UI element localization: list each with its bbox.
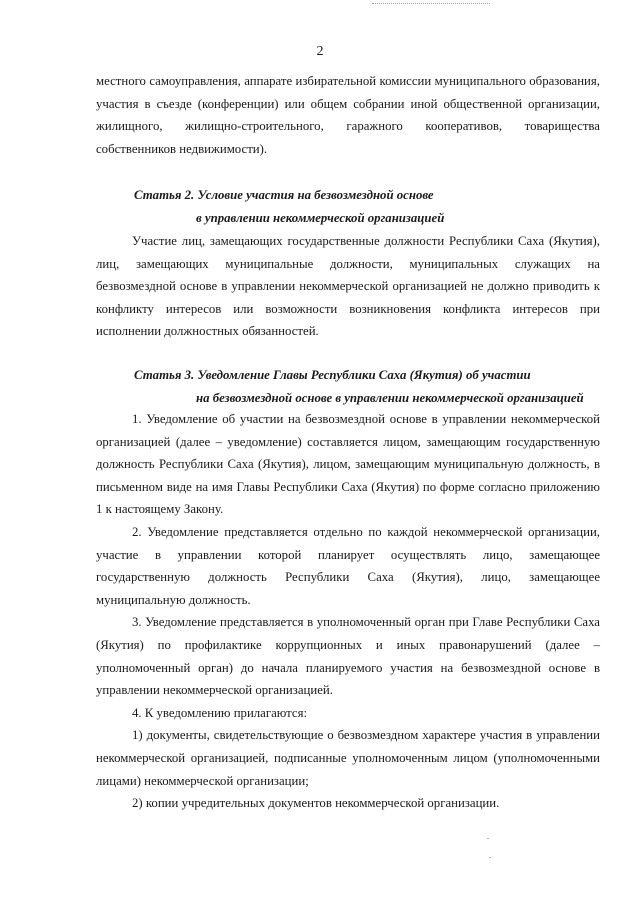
article2-heading-line2: в управлении некоммерческой организацией (196, 210, 445, 225)
scan-artifact (372, 3, 490, 6)
scan-fleck (487, 838, 489, 839)
article2-heading-line1: Статья 2. Условие участия на безвозмездной основе (134, 188, 434, 202)
article3-paragraph-4-item-2: 2) копии учредительных документов некоммерческой организации. (132, 796, 500, 811)
scan-fleck (489, 857, 491, 858)
article3-text-block (96, 408, 600, 815)
article3-paragraph-4: 4. К уведомлению прилагаются: (132, 705, 308, 720)
article3-paragraph-4-item-1: 1) документы, свидетельствующие о безвозмездном характере участия в управлении некоммерческой организацией, подписанные уполномоченным лицом (уполномоченными лицами) некоммерческой организации; (96, 728, 600, 788)
intro-paragraph: местного самоуправления, аппарате избирательной комиссии муниципального образования, участия в съезде (конференции) или общем собрании иной общественной организации, жилищного, жилищно-строительного, гаражного кооперативов, товарищества собственников недвижимости). (96, 74, 600, 156)
article3-paragraph-1: 1. Уведомление об участии на безвозмездной основе в управлении некоммерческой организацией (далее – уведомление) составляется лицом, замещающим государственную должность Республики Саха (Якутия), лицом, замещающим муниципальную должность, в письменном виде на имя Главы Республики Саха (Якутия) по форме согласно приложению 1 к настоящему Закону. (96, 412, 600, 517)
article2-paragraph: Участие лиц, замещающих государственные должности Республики Саха (Якутия), лиц, замещающих муниципальные должности, муниципальных служащих на безвозмездной основе в управлении некоммерческой организацией не должно приводить к конфликту интересов или возможности возникновения конфликта интересов при исполнении должностных обязанностей. (96, 234, 600, 339)
article2-heading (96, 184, 600, 229)
article3-heading-line1: Статья 3. Уведомление Главы Республики Саха (Якутия) об участии (134, 368, 531, 382)
page-number: 2 (316, 44, 324, 59)
article3-paragraph-2: 2. Уведомление представляется отдельно по каждой некоммерческой организации, участие в управлении которой планирует осуществлять лицо, замещающее государственную должность Республики Саха (Якутия), лицо, замещающее муниципальную должность. (96, 524, 600, 607)
article3-heading (96, 364, 600, 409)
intro-text-block (96, 70, 600, 160)
article3-heading-line2: на безвозмездной основе в управлении некоммерческой организацией (196, 390, 584, 405)
article3-paragraph-3: 3. Уведомление представляется в уполномоченный орган при Главе Республики Саха (Якутия) по профилактике коррупционных и иных правонарушений (далее – уполномоченный орган) до начала планируемого участия на безвозмездной основе в управлении некоммерческой организацией. (96, 615, 600, 698)
article2-text-block (96, 230, 600, 343)
